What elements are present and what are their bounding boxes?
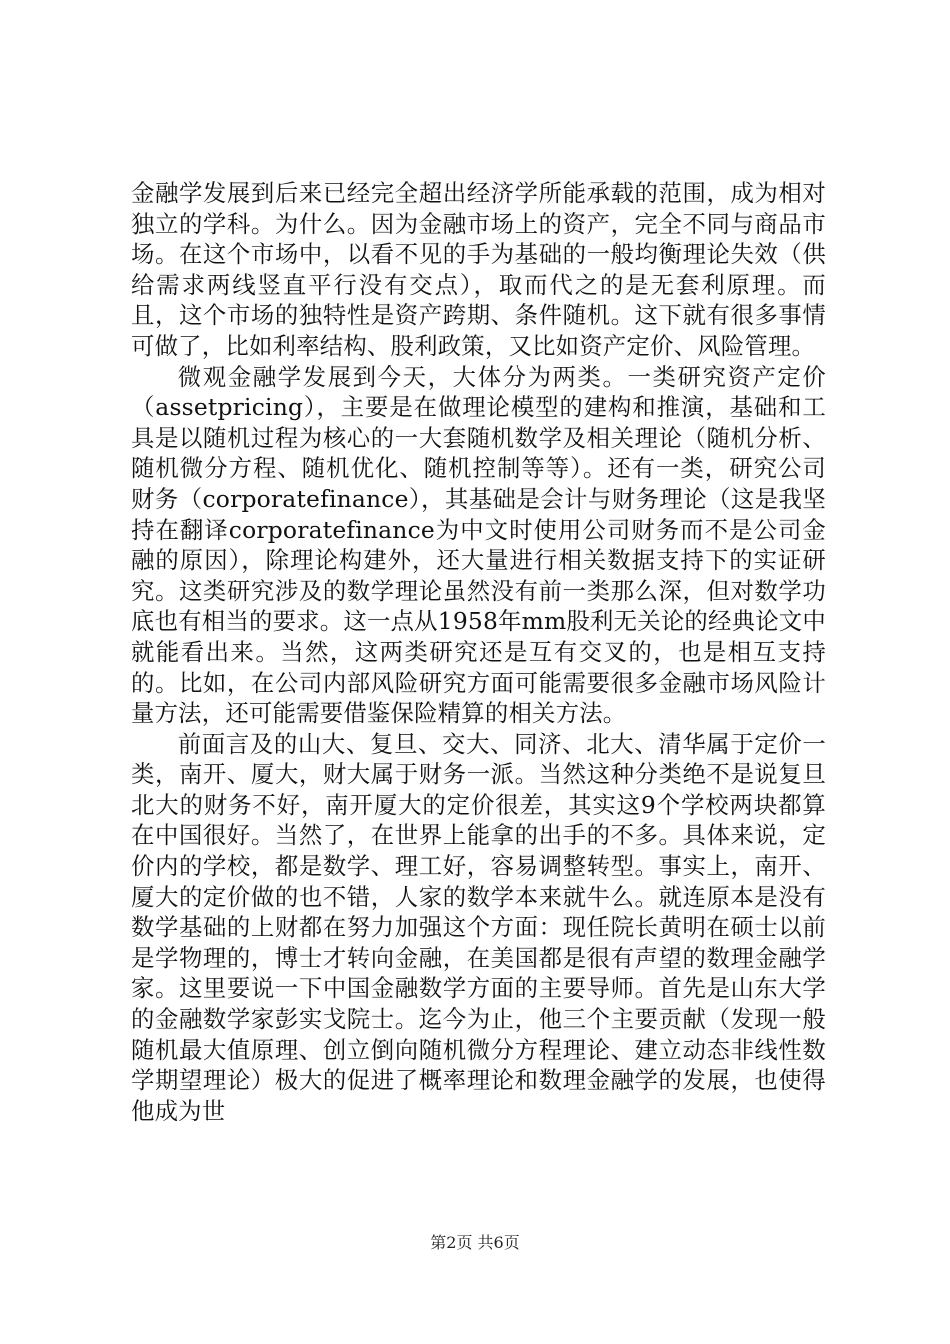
paragraph-3: 前面言及的山大、复旦、交大、同济、北大、清华属于定价一类，南开、厦大，财大属于财务一派。当然这种分类绝不是说复旦北大的财务不好，南开厦大的定价很差，其实这9个学校两块都算在中国很好。当然了，在世界上能拿的出手的不多。具体来说，定价内的学校，都是数学、理工好，容易调整转型。事实上，南开、厦大的定价做的也不错，人家的数学本来就牛么。就连原本是没有数学基础的上财都在努力加强这个方面：现任院长黄明在硕士以前是学物理的，博士才转向金融，在美国都是很有声望的数理金融学家。这里要说一下中国金融数学方面的主要导师。首先是山东大学的金融数学家彭实戈院士。迄今为止，他三个主要贡献（发现一般随机最大值原理、创立倒向随机微分方程理论、建立动态非线性数学期望理论）极大的促进了概率理论和数理金融学的发展，也使得他成为世	[131, 729, 826, 1125]
page-number-label: 第2页 共6页	[430, 1233, 520, 1252]
paragraph-1: 金融学发展到后来已经完全超出经济学所能承载的范围，成为相对独立的学科。为什么。因为金融市场上的资产，完全不同与商品市场。在这个市场中，以看不见的手为基础的一般均衡理论失效（供给需求两线竖直平行没有交点），取而代之的是无套利原理。而且，这个市场的独特性是资产跨期、条件随机。这下就有很多事情可做了，比如利率结构、股利政策，又比如资产定价、风险管理。	[131, 179, 826, 360]
document-body	[131, 178, 826, 1126]
page-footer	[0, 1230, 950, 1253]
paragraph-2: 微观金融学发展到今天，大体分为两类。一类研究资产定价（assetpricing），主要是在做理论模型的建构和推演，基础和工具是以随机过程为核心的一大套随机数学及相关理论（随机分析、随机微分方程、随机优化、随机控制等等）。还有一类，研究公司财务（corporatefinance），其基础是会计与财务理论（这是我坚持在翻译corporatefinance为中文时使用公司财务而不是公司金融的原因），除理论构建外，还大量进行相关数据支持下的实证研究。这类研究涉及的数学理论虽然没有前一类那么深，但对数学功底也有相当的要求。这一点从1958年mm股利无关论的经典论文中就能看出来。当然，这两类研究还是互有交叉的，也是相互支持的。比如，在公司内部风险研究方面可能需要很多金融市场风险计量方法，还可能需要借鉴保险精算的相关方法。	[131, 362, 826, 728]
